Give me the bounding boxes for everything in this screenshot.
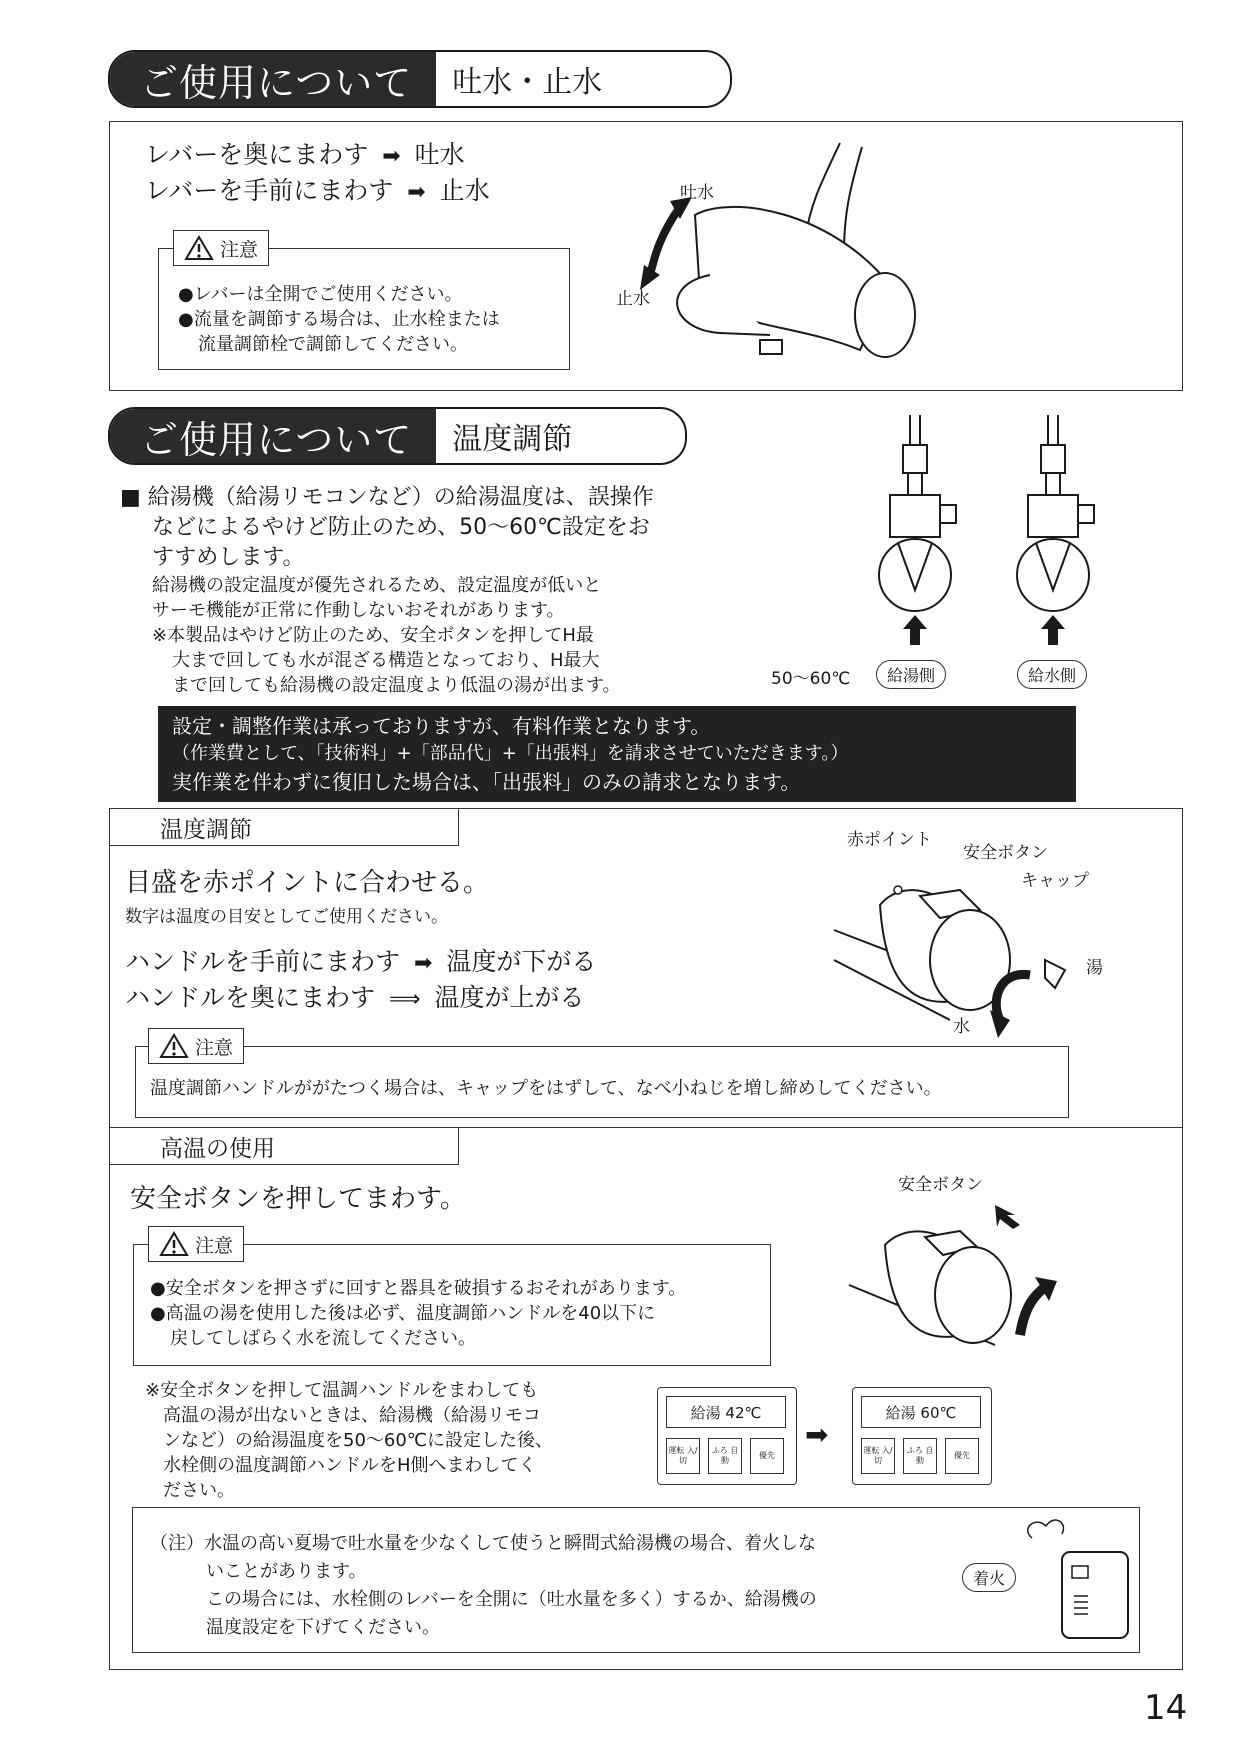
remote-btn-bath: ふろ 自動 — [903, 1438, 937, 1474]
note-line: 大まで回しても水が混ざる構造となっており、H最大 — [172, 650, 600, 671]
fig-red-point-label: 赤ポイント — [847, 830, 932, 850]
remote-display-before: 給湯 42℃ — [666, 1396, 786, 1428]
high-temp-caution-label: 注意 — [195, 1234, 234, 1257]
note-line: 給湯機の設定温度が優先されるため、設定温度が低いと — [152, 575, 602, 596]
long-arrow-right-icon: ⟹ — [388, 987, 421, 1012]
caution-line: ●安全ボタンを押さずに回すと器具を破損するおそれがあります。 — [150, 1278, 687, 1299]
arrow-right-icon: ➡ — [407, 180, 426, 205]
bullet-line: すすめします。 — [152, 545, 305, 570]
caution-line: 流量調節栓で調節してください。 — [198, 334, 468, 355]
warning-icon — [184, 235, 214, 261]
temp-adjust-line2 — [125, 978, 584, 1014]
fig-label-close: 止水 — [616, 289, 650, 309]
bullet-line: ■ 給湯機（給湯リモコンなど）の給湯温度は、誤操作 — [120, 485, 654, 510]
high-temp-caution-text — [150, 1276, 686, 1351]
caution-line: ●高温の湯を使用した後は必ず、温度調節ハンドルを40以下に — [150, 1303, 656, 1324]
temp-caution-text: 温度調節ハンドルががたつく場合は、キャップをはずして、なべ小ねじを増し締めしてください。 — [150, 1078, 942, 1099]
temp-adjust-tab: 温度調節 — [110, 809, 459, 846]
footnote-line: この場合には、水栓側のレバーを全開に（吐水量を多く）するか、給湯機の — [206, 1589, 817, 1610]
notice-line: 設定・調整作業は承っておりますが、有料作業となります。 — [172, 714, 711, 738]
remote-btn-bath: ふろ 自動 — [708, 1438, 742, 1474]
caution-line: ●流量を調節する場合は、止水栓または — [178, 309, 500, 330]
section1-line1-result: 吐水 — [414, 140, 465, 169]
high-temp-caution-tab — [148, 1226, 244, 1262]
caution-line: ●レバーは全開でご使用ください。 — [178, 284, 463, 305]
fig-label-cold-side: 給水側 — [1017, 660, 1087, 689]
temp-caution-tab — [148, 1028, 244, 1064]
section1-line2-result: 止水 — [439, 176, 490, 205]
ignite-label: 着火 — [962, 1563, 1016, 1592]
valve-cold-figure — [1008, 415, 1108, 655]
section1-line1-text: レバーを奥にまわす — [145, 140, 369, 169]
section2-subtitle: 温度調節 — [452, 422, 573, 457]
page-number: 14 — [1144, 1688, 1188, 1728]
note-line: まで回しても給湯機の設定温度より低温の湯が出ます。 — [172, 675, 621, 696]
note-line: ンなど）の給湯温度を50～60℃に設定した後、 — [163, 1430, 554, 1451]
note-line: 高温の湯が出ないときは、給湯機（給湯リモコ — [163, 1405, 541, 1426]
remote-btn-priority: 優先 — [750, 1438, 784, 1474]
temp-caution-label: 注意 — [195, 1036, 234, 1059]
section1-subtitle: 吐水・止水 — [452, 65, 603, 100]
section1-title: ご使用について — [110, 52, 436, 106]
fig-temp-label: 50～60℃ — [771, 669, 851, 689]
footnote-line: （注）水温の高い夏場で吐水量を少なくして使うと瞬間式給湯機の場合、着火しな — [150, 1533, 816, 1554]
temp-adjust-line1 — [125, 942, 596, 978]
note-line: ※安全ボタンを押して温調ハンドルをまわしても — [145, 1380, 539, 1401]
section2-header — [108, 407, 687, 465]
high-temp-heading: 安全ボタンを押してまわす。 — [130, 1184, 466, 1214]
temp-adjust-line2-text: ハンドルを奥にまわす — [125, 983, 376, 1012]
section2-title: ご使用について — [110, 409, 436, 463]
section1-caution-tab — [173, 230, 269, 266]
fig-label-open: 吐水 — [680, 183, 714, 203]
high-temp-handle-figure — [845, 1195, 1075, 1365]
high-temp-notes — [145, 1378, 553, 1503]
warning-icon — [159, 1231, 189, 1257]
arrow-right-icon: ➡ — [805, 1418, 829, 1451]
caution-line: 戻してしばらく水を流してください。 — [170, 1328, 476, 1349]
section1-line2 — [145, 174, 490, 210]
temp-adjust-line2-result: 温度が上がる — [434, 983, 585, 1012]
fig-hot-label: 湯 — [1086, 958, 1103, 978]
remote-btn-power: 運転 入/切 — [861, 1438, 895, 1474]
note-line: ださい。 — [163, 1480, 235, 1501]
fig-safety-button-label: 安全ボタン — [963, 843, 1048, 863]
remote-btn-power: 運転 入/切 — [666, 1438, 700, 1474]
bullet-line: などによるやけど防止のため、50～60℃設定をお — [152, 515, 650, 540]
remote-panel-after — [852, 1387, 992, 1485]
remote-btn-priority: 優先 — [945, 1438, 979, 1474]
remote-panel-before — [657, 1387, 797, 1485]
section1-caution-label: 注意 — [220, 238, 259, 261]
section2-bullet — [120, 483, 654, 573]
note-line: 水栓側の温度調節ハンドルをH側へまわしてく — [163, 1455, 537, 1476]
notice-line: （作業費として、「技術料」+「部品代」+「出張料」を請求させていただきます。） — [172, 743, 849, 764]
fig-cap-label: キャップ — [1021, 871, 1089, 891]
high-temp-tab: 高温の使用 — [110, 1128, 459, 1165]
arrow-right-icon: ➡ — [382, 144, 401, 169]
footnote-text — [150, 1530, 817, 1642]
temp-adjust-sub: 数字は温度の目安としてご使用ください。 — [125, 907, 448, 927]
section1-header — [108, 50, 732, 108]
fig-water-label: 水 — [953, 1017, 970, 1037]
fig-label-hot-side: 給湯側 — [876, 660, 946, 689]
section2-notes — [152, 573, 621, 698]
temp-adjust-line1-text: ハンドルを手前にまわす — [125, 947, 401, 976]
water-heater-icon — [1018, 1512, 1138, 1642]
footnote-line: いことがあります。 — [206, 1561, 367, 1582]
note-line: ※本製品はやけど防止のため、安全ボタンを押してH最 — [152, 625, 594, 646]
temp-adjust-heading: 目盛を赤ポイントに合わせる。 — [125, 868, 490, 898]
arrow-right-icon: ➡ — [413, 951, 433, 976]
note-line: サーモ機能が正常に作動しないおそれがあります。 — [152, 600, 565, 621]
paid-service-notice — [158, 706, 1076, 802]
section1-line1 — [145, 138, 465, 174]
faucet-lever-figure — [600, 135, 930, 375]
temp-adjust-line1-result: 温度が下がる — [446, 947, 597, 976]
remote-display-after: 給湯 60℃ — [861, 1396, 981, 1428]
section1-line2-text: レバーを手前にまわす — [145, 176, 394, 205]
warning-icon — [159, 1033, 189, 1059]
valve-hot-figure — [870, 415, 970, 655]
notice-line: 実作業を伴わずに復旧した場合は、「出張料」のみの請求となります。 — [172, 770, 801, 794]
section1-caution-text — [178, 282, 500, 357]
footnote-line: 温度設定を下げてください。 — [206, 1617, 440, 1638]
high-temp-safety-button-label: 安全ボタン — [898, 1175, 983, 1195]
